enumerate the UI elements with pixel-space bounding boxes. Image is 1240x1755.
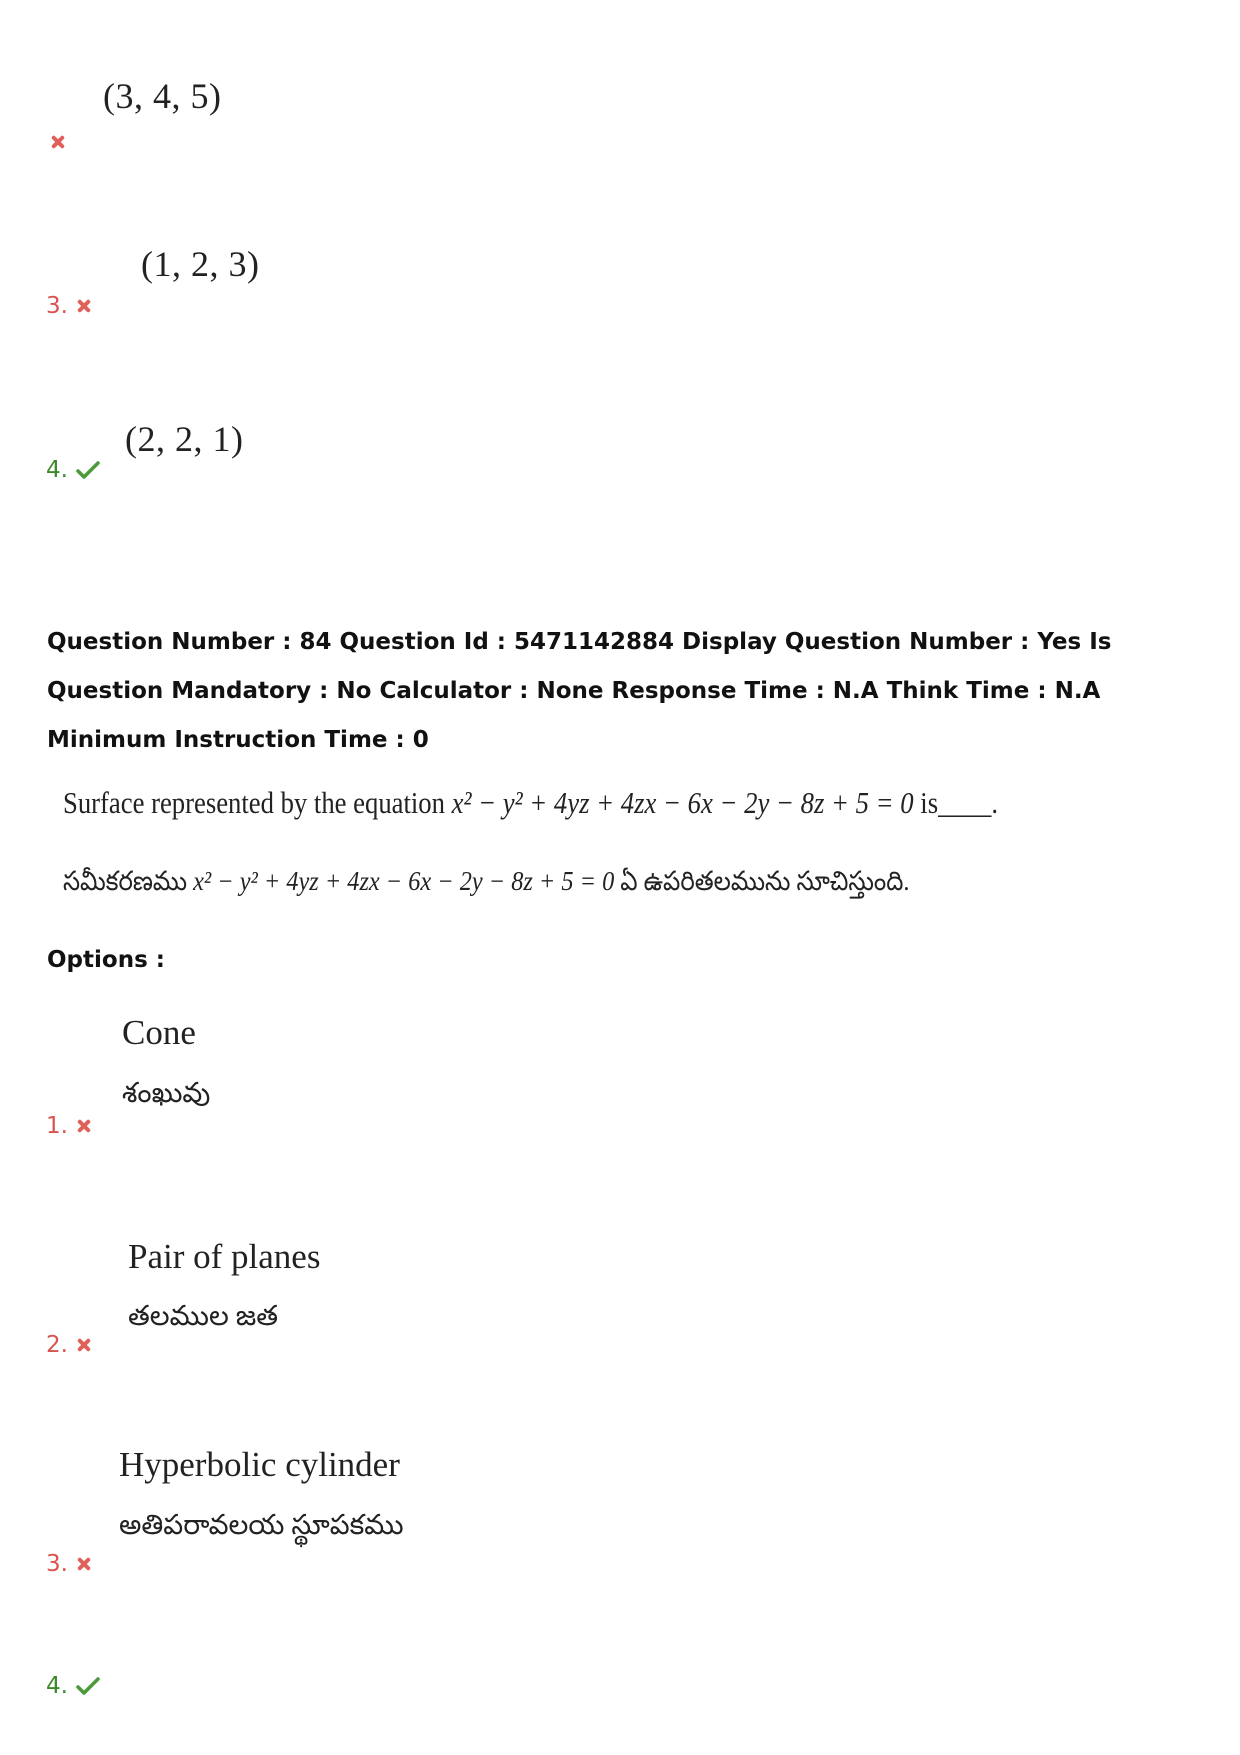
prev-option-4-marker xyxy=(46,457,100,483)
option-4-marker xyxy=(46,1673,100,1699)
cross-icon xyxy=(76,1119,90,1133)
cross-icon xyxy=(50,135,64,149)
question-prefix-te: సమీకరణము xyxy=(63,866,188,896)
option-number: 1. xyxy=(46,1113,68,1139)
option-number: 2. xyxy=(46,1332,68,1358)
question-text-en xyxy=(63,785,998,821)
option-number: 3. xyxy=(46,293,68,319)
question-prefix-en: Surface represented by the equation xyxy=(63,785,445,820)
option-1-marker xyxy=(46,1113,90,1139)
prev-option-2-marker xyxy=(50,135,64,149)
cross-icon xyxy=(76,1338,90,1352)
cross-icon xyxy=(76,299,90,313)
option-2-marker xyxy=(46,1332,90,1358)
question-suffix-en: is____. xyxy=(920,785,999,820)
option-2-text-en: Pair of planes xyxy=(128,1237,321,1276)
option-1-text-te: శంఖువు xyxy=(122,1078,211,1109)
options-label: Options : xyxy=(47,947,165,973)
check-icon xyxy=(76,461,100,479)
option-2-text-te: తలముల జత xyxy=(128,1301,279,1332)
option-3-text-en: Hyperbolic cylinder xyxy=(119,1445,400,1484)
option-3-text-te: అతిపరావలయ స్థూపకము xyxy=(119,1510,404,1541)
prev-option-2-text: (3, 4, 5) xyxy=(103,76,222,116)
question-equation-en: x² − y² + 4yz + 4zx − 6x − 2y − 8z + 5 = 0 xyxy=(451,785,914,820)
option-number: 3. xyxy=(46,1551,68,1577)
question-equation-te: x² − y² + 4yz + 4zx − 6x − 2y − 8z + 5 = 0 xyxy=(193,866,615,896)
option-number: 4. xyxy=(46,457,68,483)
cross-icon xyxy=(76,1557,90,1571)
option-1-text-en: Cone xyxy=(122,1013,196,1052)
option-3-marker xyxy=(46,1551,90,1577)
question-suffix-te: ఏ ఉపరితలమును సూచిస్తుంది. xyxy=(620,866,910,896)
question-meta: Question Number : 84 Question Id : 5471142884 Display Question Number : Yes Is Question Mandatory : No Calculator : None Response Time : N.A Think Time : N.A Minimum Instruction Time : 0 xyxy=(47,629,1112,753)
check-icon xyxy=(76,1677,100,1695)
prev-option-4-text: (2, 2, 1) xyxy=(125,419,244,459)
prev-option-3-marker xyxy=(46,293,90,319)
question-text-te xyxy=(63,866,909,904)
prev-option-3-text: (1, 2, 3) xyxy=(141,244,260,284)
option-number: 4. xyxy=(46,1673,68,1699)
